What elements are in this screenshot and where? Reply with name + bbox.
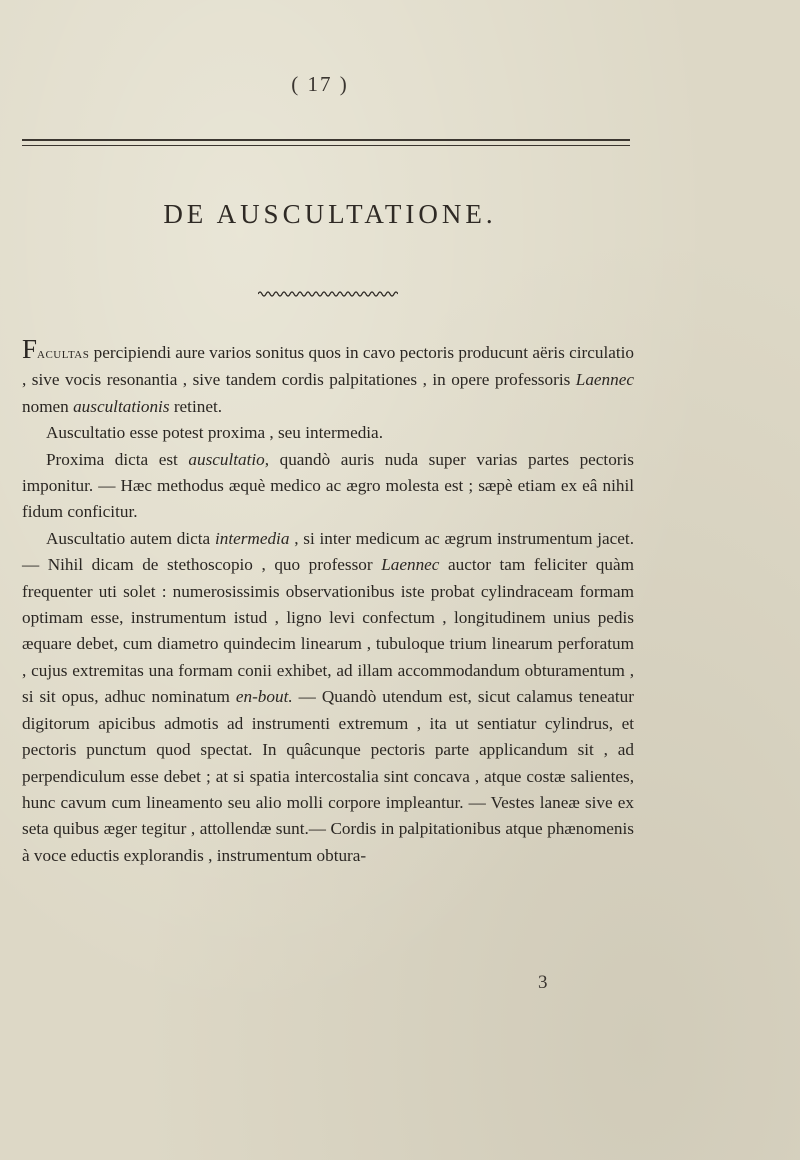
italic-text: auscultationis (73, 396, 170, 416)
text-segment: — Quandò utendum est, sicut calamus teneatur digitorum apicibus admotis ad instrumenti extremum , ita ut sentiatur cylindrus, et pectoris punctum quod spectat. In quâcunque pectoris parte applicandum sit , ad perpendiculum esse debet ; at si spatia intercostalia sint concava , atque costæ salientes, hunc cavum cum lineamento seu alio molli corpore impleantur. — Vestes laneæ sive ex seta quibus æger tegitur , attollendæ sunt.— Cordis in palpitationibus atque phænomenis à voce eductis explorandis , instrumentum obtura- (22, 687, 634, 865)
text-segment: Auscultatio esse potest proxima , seu intermedia. (46, 423, 383, 443)
body-text (22, 334, 634, 869)
text-segment: nomen (22, 396, 74, 416)
text-segment: , quandò auris nuda super varias partes pectoris imponitur. — Hæc methodus æquè medico ac ægro molesta est ; sæpè etiam ex eâ nihil fidum conficitur. (22, 449, 634, 522)
paragraph (22, 334, 634, 420)
text-segment: percipiendi aure varios sonitus quos in cavo pectoris producunt aëris circulatio , sive vocis resonantia , sive tandem cordis palpitationes , in opere professoris (22, 343, 634, 390)
italic-text: en-bout. (235, 687, 293, 707)
text-segment: Proxima dicta est (46, 449, 189, 469)
page-number: ( 17 ) (291, 72, 349, 96)
header-rule-thick (22, 139, 630, 141)
paragraph (22, 526, 634, 869)
italic-text: intermedia (214, 528, 290, 548)
text-segment: retinet. (169, 396, 223, 416)
italic-text: Laennec (575, 370, 634, 390)
italic-text: auscultatio (188, 449, 265, 469)
drop-capital: F (22, 334, 38, 364)
paragraph (22, 420, 634, 446)
small-caps-word: acultas (37, 346, 90, 362)
header-rule-thin (22, 145, 630, 146)
chapter-title: DE AUSCULTATIONE. (163, 199, 497, 229)
text-segment: , si inter medicum ac ægrum instrumentum jacet. — Nihil dicam de stethoscopio , quo professor (22, 528, 634, 575)
paragraph (22, 447, 634, 526)
italic-text: Laennec (381, 555, 440, 575)
text-segment: Auscultatio autem dicta (46, 528, 215, 548)
signature-mark: 3 (538, 972, 548, 993)
text-segment: auctor tam feliciter quàm frequenter uti solet : numerosissimis observationibus iste probat cylindraceam formam optimam esse, instrumentum istud , ligno levi confectum , longitudinem unius pedis æquare debet, cum diametro quindecim linearum , tubuloque trium linearum perforatum , cujus extremitas una formam conii exhibet, ad illam accommodandum obturamentum , si sit opus, adhuc nominatum (22, 555, 634, 707)
ornament-wavy-rule (258, 290, 398, 298)
